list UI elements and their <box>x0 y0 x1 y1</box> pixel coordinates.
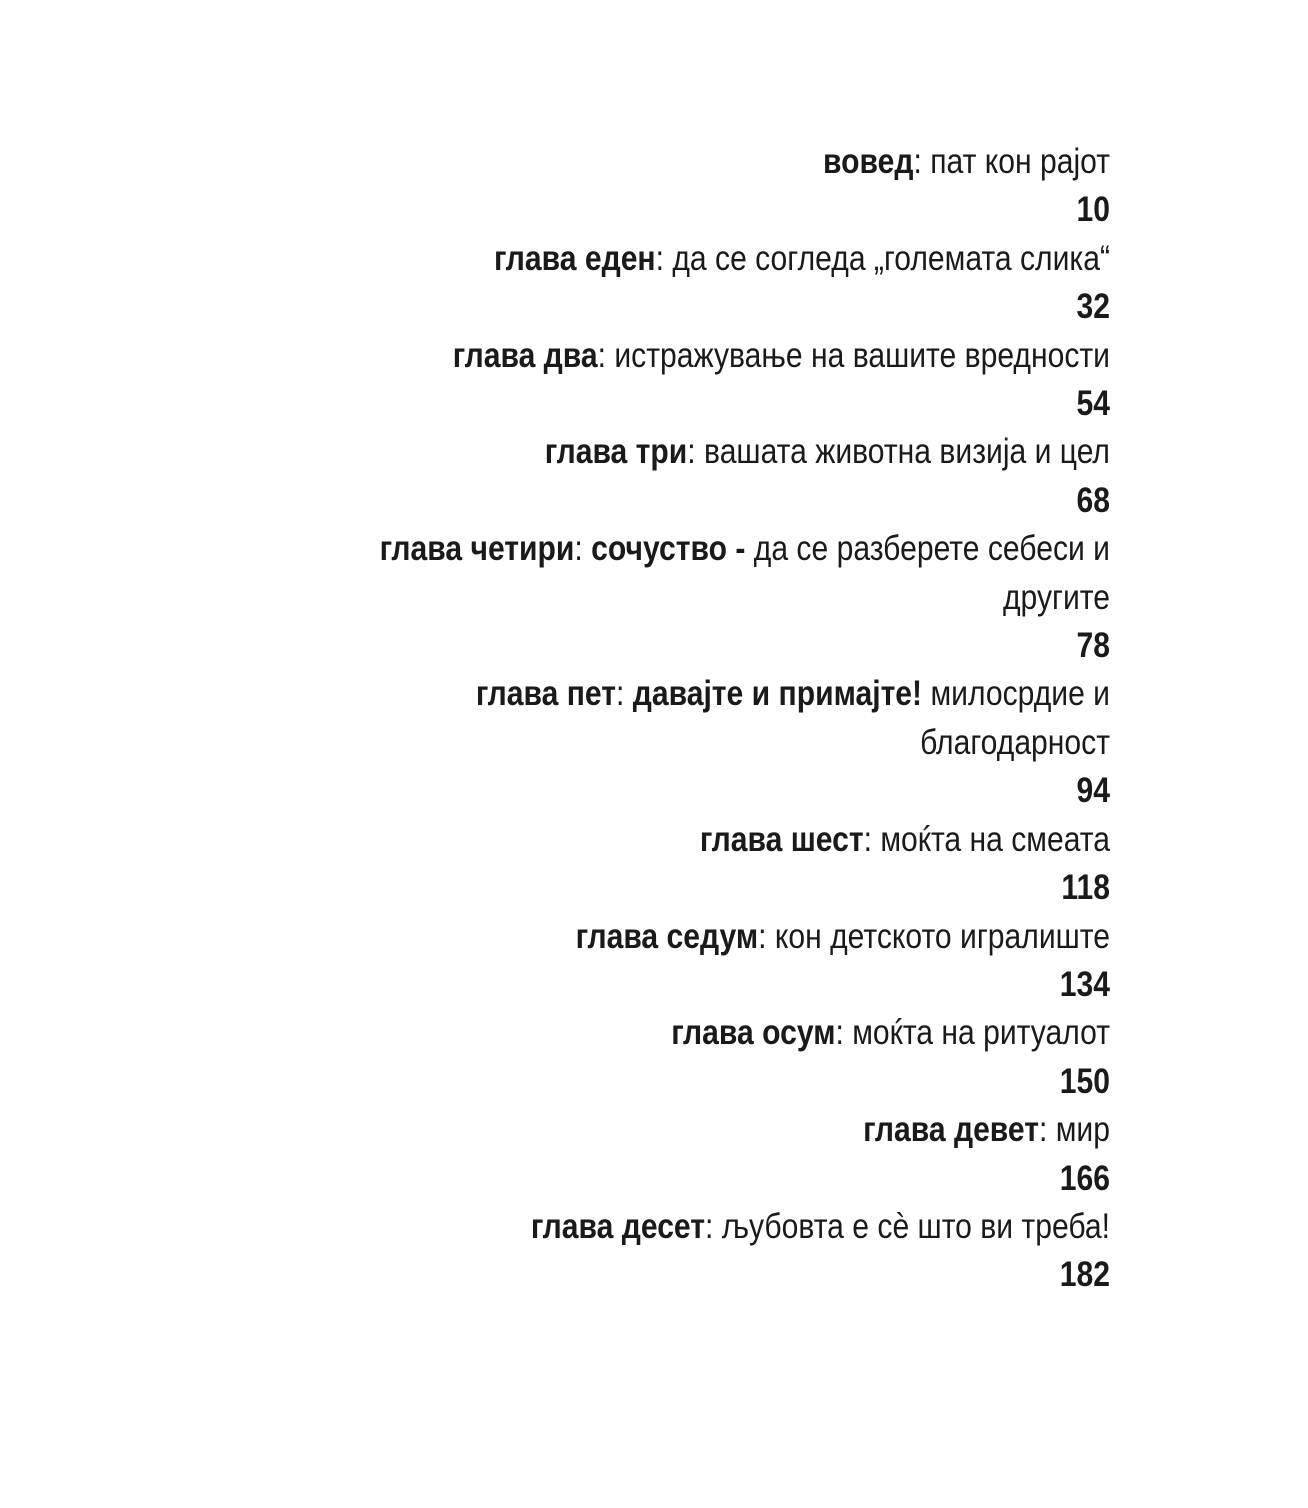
toc-entry-chapter-5 <box>110 670 1110 815</box>
table-of-contents <box>110 138 1110 1300</box>
entry-title-line <box>250 816 1110 864</box>
separator: : <box>863 819 872 859</box>
entry-title: истражување на вашите вредности <box>614 335 1110 375</box>
separator: : <box>655 238 664 278</box>
entry-label: вовед <box>823 142 914 181</box>
entry-title-continued: благодарност <box>920 722 1110 762</box>
toc-entry-chapter-7 <box>110 913 1110 1010</box>
entry-label: глава седум <box>575 916 759 956</box>
entry-title-line <box>250 138 1110 186</box>
entry-title-bold: давајте и примајте! <box>632 674 923 714</box>
entry-label: глава десет <box>530 1206 706 1246</box>
page-number: 78 <box>1076 626 1110 666</box>
toc-entry-intro <box>110 138 1110 235</box>
toc-entry-chapter-9 <box>110 1106 1110 1203</box>
toc-entry-chapter-6 <box>110 816 1110 913</box>
entry-label: глава четири <box>379 529 575 569</box>
toc-entry-chapter-10 <box>110 1203 1110 1300</box>
page-number: 10 <box>1076 190 1110 230</box>
entry-title-continued: другите <box>1002 577 1110 617</box>
entry-label: глава еден <box>493 238 656 278</box>
entry-title: мир <box>1055 1110 1110 1150</box>
page-number: 166 <box>1059 1158 1110 1198</box>
page-number: 54 <box>1076 384 1110 424</box>
entry-title-line <box>250 1009 1110 1057</box>
toc-entry-chapter-3 <box>110 428 1110 525</box>
toc-entry-chapter-2 <box>110 332 1110 429</box>
entry-title-line <box>250 525 1110 573</box>
page-number: 150 <box>1059 1061 1110 1101</box>
page-number: 182 <box>1059 1255 1110 1295</box>
separator: : <box>574 529 583 569</box>
entry-title: милосрдие и <box>930 674 1110 714</box>
toc-entry-chapter-1 <box>110 235 1110 332</box>
entry-title: вашата животна визија и цел <box>704 432 1110 472</box>
page-number: 94 <box>1076 771 1110 811</box>
entry-title-line <box>250 428 1110 476</box>
entry-title-bold: сочуство - <box>591 529 746 569</box>
entry-title: да се согледа „големата слика“ <box>672 238 1110 278</box>
entry-title: пат кон рајот <box>930 142 1110 181</box>
entry-title-line <box>250 235 1110 283</box>
entry-label: глава шест <box>699 819 864 859</box>
entry-label: глава два <box>452 335 598 375</box>
page-number: 32 <box>1076 287 1110 327</box>
entry-label: глава девет <box>863 1110 1039 1150</box>
toc-entry-chapter-4 <box>110 525 1110 670</box>
entry-title: љубовта е сѐ што ви треба! <box>721 1206 1110 1246</box>
entry-title-line <box>250 1203 1110 1251</box>
page-number: 68 <box>1076 480 1110 520</box>
entry-label: глава осум <box>671 1013 836 1053</box>
toc-entry-chapter-8 <box>110 1009 1110 1106</box>
separator: : <box>758 916 767 956</box>
entry-title: да се разберете себеси и <box>753 529 1110 569</box>
entry-title: моќта на ритуалот <box>852 1013 1110 1053</box>
entry-title: кон детското игралиште <box>774 916 1110 956</box>
separator: : <box>835 1013 844 1053</box>
entry-title-line <box>250 332 1110 380</box>
entry-title-line <box>250 1106 1110 1154</box>
entry-title: моќта на смеата <box>880 819 1110 859</box>
entry-title-line <box>250 670 1110 718</box>
entry-label: глава пет <box>475 674 617 714</box>
entry-title-line <box>250 913 1110 961</box>
separator: : <box>687 432 696 472</box>
separator: : <box>913 142 922 181</box>
entry-label: глава три <box>544 432 688 472</box>
separator: : <box>705 1206 714 1246</box>
separator: : <box>1038 1110 1048 1150</box>
page-number: 118 <box>1061 868 1110 908</box>
separator: : <box>616 674 625 714</box>
page-number: 134 <box>1059 964 1110 1004</box>
separator: : <box>597 335 606 375</box>
